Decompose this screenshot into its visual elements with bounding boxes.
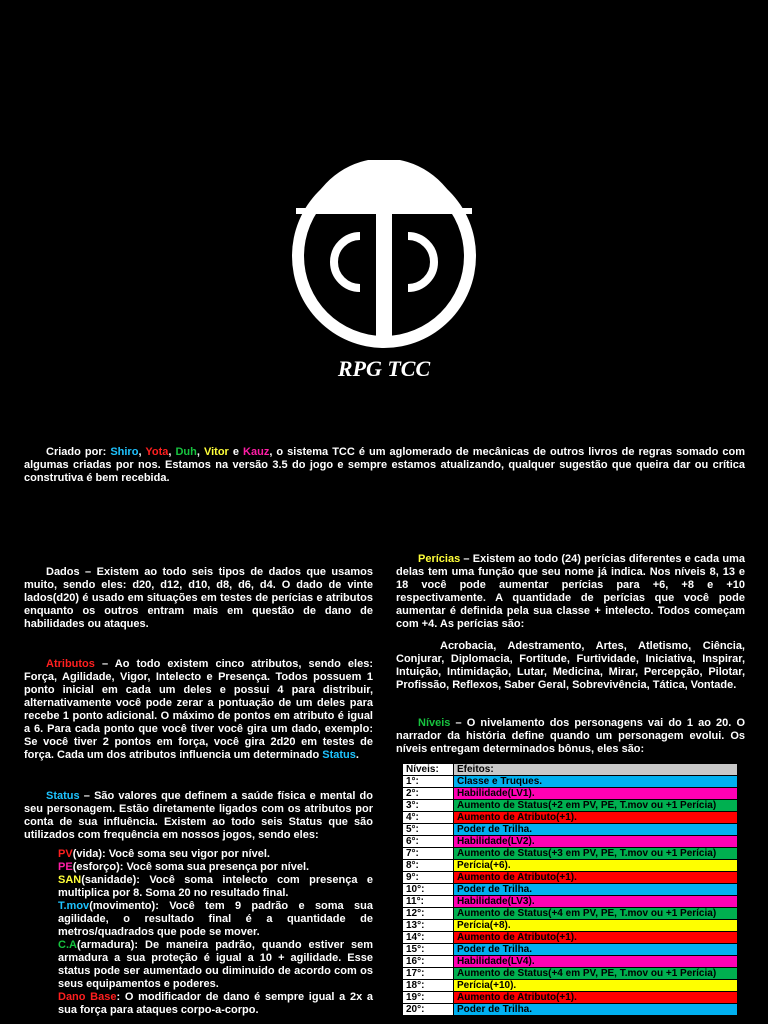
status-item [58,900,373,939]
levels-table [402,763,738,1016]
table-row [403,932,738,944]
author-sep: , [138,446,146,458]
dados-title: Dados [46,566,80,578]
table-row [403,776,738,788]
atributos-text: – Ao todo existem cinco atributos, sendo eles: Força, Agilidade, Vigor, Intelecto e Presença. Todos possuem 1 ponto inicial em cada um deles e possui 4 para distribuir, alternativamente você pode zerar a pontuação de um deles para recebe 1 ponto adicional. O máximo de pontos em atributo é igual a 6. Para cada ponto que você tiver você gira um dado, exemplo: Se você tiver 2 pontos em força, você gira 2d20 em testes de força. Cada um dos atributos influencia um determinado [24,658,373,761]
section-atributos [24,658,373,762]
status-desc: (sanidade): Você soma intelecto com presença e multiplica por 8. Soma 20 no resultado final. [58,874,373,899]
level-number: 7°: [403,848,454,860]
niveis-text: – O nivelamento dos personagens vai do 1 ao 20. O narrador da história define quando um personagem evolui. Os níveis entregam determinados bônus, eles são: [396,717,745,755]
intro-paragraph [24,446,745,485]
atributos-status-link: Status [322,749,356,761]
level-number: 4°: [403,812,454,824]
status-desc: (vida): Você soma seu vigor por nível. [72,848,270,860]
status-text: – São valores que definem a saúde física e mental do seu personagem. Estão diretamente ligados com os atributos por conta de sua influência. Existem ao todo seis Status que são utilizados com frequência em nossos jogos, sendo eles: [24,790,373,841]
table-row [403,812,738,824]
level-effect: Poder de Trilha. [454,944,738,956]
status-item [58,861,373,874]
level-effect: Aumento de Atributo(+1). [454,992,738,1004]
table-row [403,788,738,800]
status-title: Status [46,790,80,802]
level-effect: Poder de Trilha. [454,884,738,896]
level-effect: Aumento de Atributo(+1). [454,932,738,944]
table-row [403,848,738,860]
level-number: 12°: [403,908,454,920]
levels-header-level: Níveis: [403,764,454,776]
level-effect: Classe e Truques. [454,776,738,788]
table-row [403,980,738,992]
table-row [403,992,738,1004]
level-effect: Aumento de Atributo(+1). [454,812,738,824]
status-term-tmov: T.mov [58,900,90,912]
table-row [403,1004,738,1016]
level-effect: Aumento de Status(+3 em PV, PE, T.mov ou +1 Perícia) [454,848,738,860]
status-term-san: SAN [58,874,82,886]
level-effect: Habilidade(LV1). [454,788,738,800]
level-number: 9°: [403,872,454,884]
level-effect: Perícia(+8). [454,920,738,932]
niveis-title: Níveis [418,717,451,729]
status-term-pv: PV [58,848,73,860]
section-niveis [396,717,745,756]
author-vitor: Vitor [203,446,229,458]
atributos-end: . [355,749,359,761]
level-number: 17°: [403,968,454,980]
table-row [403,872,738,884]
status-term-pe: PE [58,861,73,873]
status-desc: : O modificador de dano é sempre igual a 2x a sua força para ataques corpo-a-corpo. [58,991,373,1016]
status-desc: (esforço): Você soma sua presença por nível. [72,861,310,873]
level-effect: Aumento de Status(+4 em PV, PE, T.mov ou +1 Perícia) [454,968,738,980]
level-number: 13°: [403,920,454,932]
level-effect: Perícia(+10). [454,980,738,992]
table-row [403,896,738,908]
status-list [24,848,373,1017]
section-status [24,790,373,1017]
level-effect: Aumento de Atributo(+1). [454,872,738,884]
pericias-text: – Existem ao todo (24) perícias diferentes e cada uma delas tem uma função que seu nome já indica. Nos níveis 8, 13 e 18 você pode aumentar perícias para +6, +8 e +10 respectivamente. A quantidade de perícias que você pode aumentar é definida pela sua classe + intelecto. Todos começam com +4. As perícias são: [396,553,745,630]
author-sep: e [228,446,244,458]
section-pericias [396,553,745,692]
intro-prefix: Criado por: [46,446,111,458]
level-number: 1°: [403,776,454,788]
level-number: 5°: [403,824,454,836]
author-sep: , [196,446,204,458]
status-desc: (movimento): Você tem 9 padrão e soma sua agilidade, o resultado final é a quantidade de metros/quadrados que pode se mover. [58,900,373,938]
table-row [403,860,738,872]
table-row [403,824,738,836]
level-effect: Habilidade(LV4). [454,956,738,968]
table-row [403,944,738,956]
table-row [403,920,738,932]
level-number: 14°: [403,932,454,944]
logo-title: RPG TCC [337,356,431,381]
levels-header-row [403,764,738,776]
level-effect: Habilidade(LV3). [454,896,738,908]
intro-text: , o sistema TCC é um aglomerado de mecânicas de outros livros de regras somado com algumas criadas por nos. Estamos na versão 3.5 do jogo e sempre estamos atualizando, qualquer sugestão que queira dar ou crítica construtiva é bem recebida. [24,446,745,484]
levels-header-effect: Efeitos: [454,764,738,776]
atributos-title: Atributos [46,658,95,670]
status-item [58,939,373,991]
table-row [403,908,738,920]
dados-text: – Existem ao todo seis tipos de dados que usamos muito, sendo eles: d20, d12, d10, d8, d6, d4. O dado de vinte lados(d20) é usado em situações em testes de perícias e atributos enquanto os outros entram mais em questão de dano de habilidades ou ataques. [24,566,373,630]
level-number: 16°: [403,956,454,968]
status-term-dano-base: Dano Base [58,991,117,1003]
table-row [403,836,738,848]
table-row [403,956,738,968]
status-item [58,848,373,861]
table-row [403,884,738,896]
level-number: 8°: [403,860,454,872]
level-number: 11°: [403,896,454,908]
level-number: 2°: [403,788,454,800]
status-desc: (armadura): De maneira padrão, quando estiver sem armadura a sua proteção é igual a 10 + agilidade. Esse status pode ser aumentado ou diminuido de acordo com os seus equipamentos e poderes. [58,939,373,990]
status-item [58,991,373,1017]
level-effect: Poder de Trilha. [454,824,738,836]
author-shiro: Shiro [110,446,139,458]
level-effect: Perícia(+6). [454,860,738,872]
level-number: 15°: [403,944,454,956]
level-effect: Habilidade(LV2). [454,836,738,848]
author-sep: , [168,446,176,458]
level-number: 6°: [403,836,454,848]
pericias-list: Acrobacia, Adestramento, Artes, Atletismo, Ciência, Conjurar, Diplomacia, Fortitude, Furtividade, Iniciativa, Inspirar, Intuição, Intimidação, Lutar, Medicina, Mirar, Percepção, Pilotar, Profissão, Reflexos, Saber Geral, Sobrevivência, Tática, Vontade. [396,640,745,691]
level-number: 18°: [403,980,454,992]
level-number: 10°: [403,884,454,896]
table-row [403,800,738,812]
author-kauz: Kauz [243,446,270,458]
pericias-title: Perícias [418,553,461,565]
status-item [58,874,373,900]
level-number: 19°: [403,992,454,1004]
status-term-ca: C.A [58,939,77,951]
level-effect: Aumento de Status(+2 em PV, PE, T.mov ou +1 Perícia) [454,800,738,812]
author-yota: Yota [145,446,169,458]
table-row [403,968,738,980]
level-number: 20°: [403,1004,454,1016]
level-effect: Aumento de Status(+4 em PV, PE, T.mov ou +1 Perícia) [454,908,738,920]
author-duh: Duh [175,446,197,458]
section-dados [24,566,373,631]
level-effect: Poder de Trilha. [454,1004,738,1016]
tcc-logo-icon [288,160,480,352]
level-number: 3°: [403,800,454,812]
